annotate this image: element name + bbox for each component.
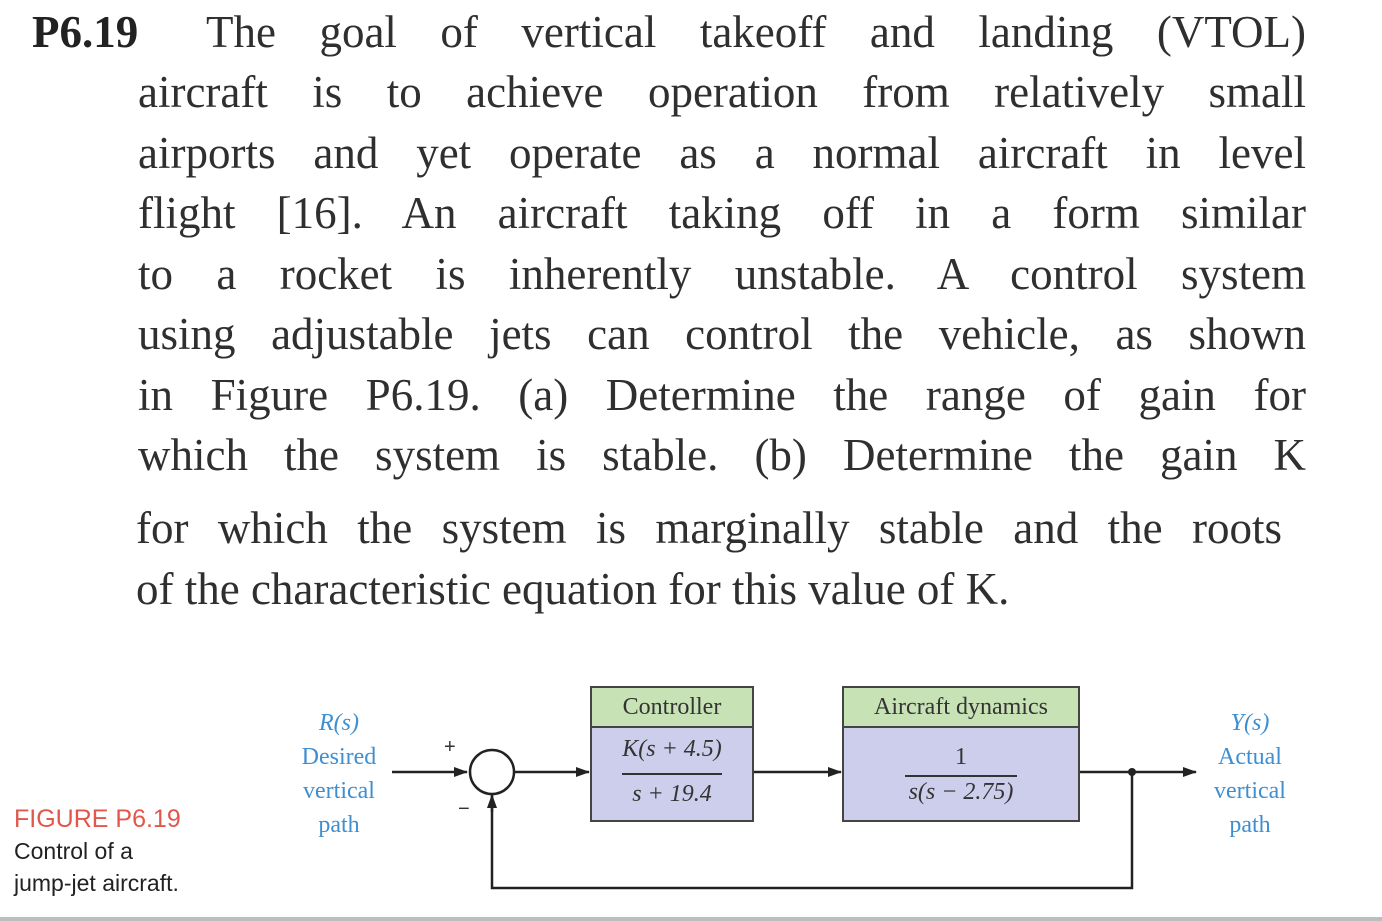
problem-number: P6.19 [32,7,139,57]
output-symbol: Y(s) [1230,710,1270,736]
problem-line: flight [16]. An aircraft taking off in a form similar [138,188,1306,238]
controller-block-title: Controller [590,686,754,728]
output-desc-line: path [1229,812,1271,838]
problem-line: in Figure P6.19. (a) Determine the range of gain for [138,370,1306,420]
input-desc-line: Desired [301,744,377,770]
plant-numerator: 1 [955,744,967,770]
minus-sign: − [458,798,470,820]
controller-numerator: K(s + 4.5) [622,736,722,762]
plant-block-title: Aircraft dynamics [842,686,1080,728]
takeoff-point [1128,768,1136,776]
input-symbol: R(s) [319,710,359,736]
figure-label: FIGURE P6.19 [14,805,181,833]
plant-denominator: s(s − 2.75) [908,779,1014,805]
feedback-path [492,772,1132,888]
input-desc-line: path [318,812,360,838]
problem-line: for which the system is marginally stable and the roots [136,503,1282,553]
figure-caption-line: Control of a [14,838,133,864]
output-desc-line: vertical [1214,778,1286,804]
problem-line: aircraft is to achieve operation from relatively small [138,67,1306,117]
figure-caption-line: jump-jet aircraft. [14,870,179,896]
controller-denominator: s + 19.4 [632,781,712,807]
problem-line: The goal of vertical takeoff and landing (VTOL) [206,7,1306,57]
plus-sign: + [444,736,456,758]
summing-junction [470,750,514,794]
input-desc-line: vertical [303,778,375,804]
problem-line: using adjustable jets can control the vehicle, as shown [138,309,1306,359]
output-desc-line: Actual [1218,744,1282,770]
problem-line: which the system is stable. (b) Determine the gain K [138,430,1306,480]
problem-line: of the characteristic equation for this value of K. [136,564,1010,614]
problem-line: to a rocket is inherently unstable. A control system [138,249,1306,299]
bottom-divider [0,917,1382,921]
problem-line: airports and yet operate as a normal aircraft in level [138,128,1306,178]
